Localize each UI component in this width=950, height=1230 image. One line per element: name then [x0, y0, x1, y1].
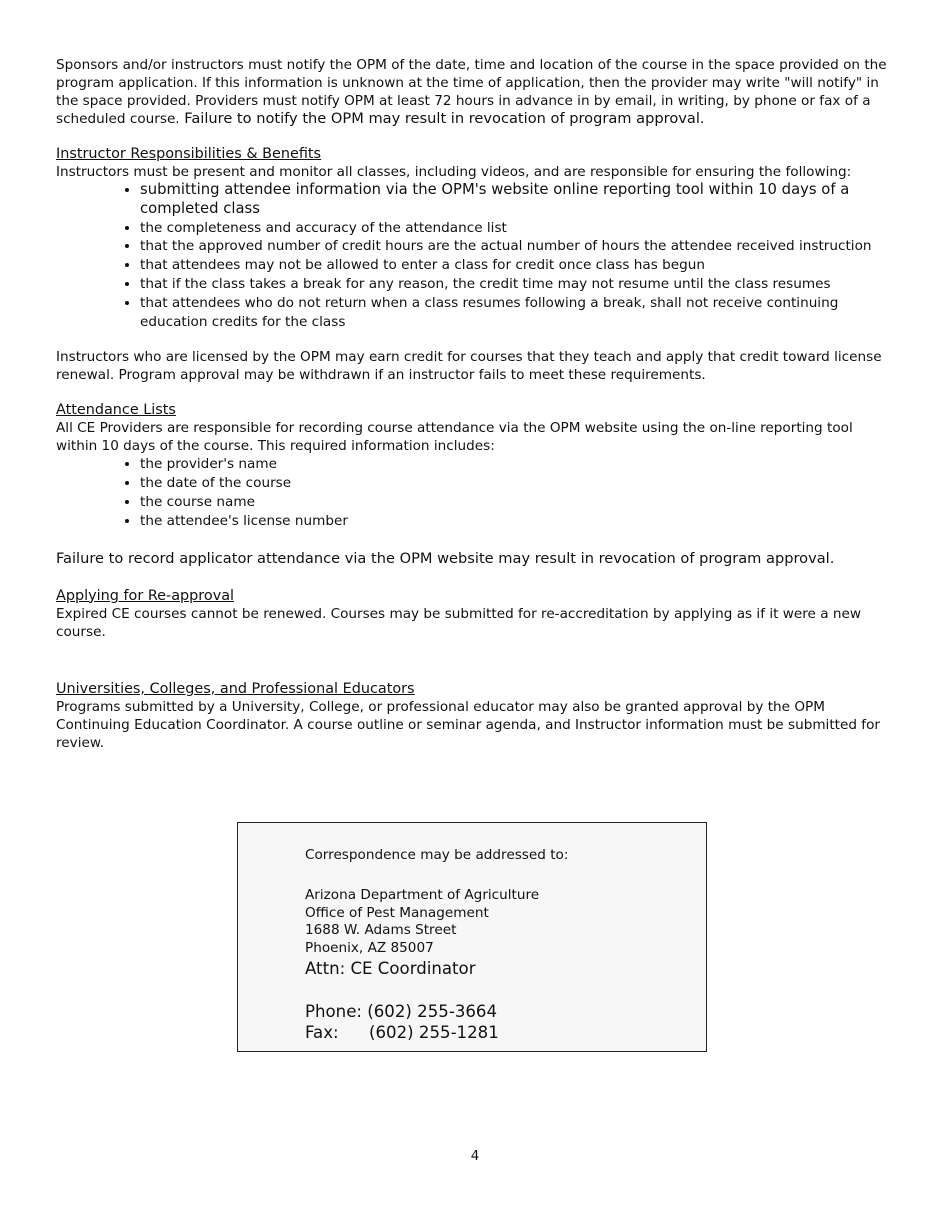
instructor-footer: Instructors who are licensed by the OPM may earn credit for courses that they teach and apply that credit toward license renewal. Program approval may be withdrawn if an instructor fails to meet these requirements.	[56, 349, 882, 384]
contact-street: 1688 W. Adams Street	[305, 922, 457, 939]
contact-fax	[305, 1022, 568, 1043]
contact-attn: Attn: CE Coordinator	[305, 958, 476, 978]
list-item: • the date of the course	[140, 474, 892, 493]
attendance-list	[56, 455, 892, 530]
intro-warning: Failure to notify the OPM may result in revocation of program approval.	[179, 110, 705, 127]
list-item: • submitting attendee information via the OPM's website online reporting tool within 10 days of a completed class	[140, 181, 892, 219]
list-item: • the completeness and accuracy of the attendance list	[140, 219, 892, 238]
fax-number: (602) 255-1281	[369, 1022, 499, 1042]
list-item: • that attendees may not be allowed to enter a class for credit once class has begun	[140, 256, 892, 275]
contact-box	[237, 822, 707, 1052]
attendance-warning: Failure to record applicator attendance via the OPM website may result in revocation of program approval.	[56, 549, 835, 567]
list-item: • the course name	[140, 493, 892, 512]
intro-text: Sponsors and/or instructors must notify the OPM of the date, time and location of the course in the space provided on the program application. If this information is unknown at the time of application, then the provider may write "will notify" in the space provided. Providers must notify OPM at least 72 hours in advance in by email, in writing, by phone or fax of a scheduled course.	[56, 57, 887, 127]
contact-intro: Correspondence may be addressed to:	[305, 847, 569, 863]
list-item: • that the approved number of credit hours are the actual number of hours the attendee received instruction	[140, 237, 892, 256]
contact-phone: Phone: (602) 255-3664	[305, 1001, 498, 1021]
list-item: • the attendee's license number	[140, 512, 892, 531]
intro-paragraph	[56, 56, 892, 128]
reapproval-heading: Applying for Re-approval	[56, 587, 235, 604]
attendance-heading: Attendance Lists	[56, 402, 176, 419]
universities-text: Programs submitted by a University, College, or professional educator may also be granted approval by the OPM Continuing Education Coordinator. A course outline or seminar agenda, and Instructor information must be submitted for review.	[56, 698, 881, 751]
contact-org: Arizona Department of Agriculture	[305, 886, 540, 903]
instructor-list	[56, 181, 892, 331]
contact-office: Office of Pest Management	[305, 904, 489, 921]
contact-city: Phoenix, AZ 85007	[305, 940, 434, 957]
list-item: • that if the class takes a break for any reason, the credit time may not resume until the class resumes	[140, 275, 892, 294]
instructor-lead: Instructors must be present and monitor all classes, including videos, and are responsible for ensuring the following:	[56, 164, 852, 180]
universities-heading: Universities, Colleges, and Professional Educators	[56, 680, 415, 697]
reapproval-text: Expired CE courses cannot be renewed. Courses may be submitted for re-accreditation by applying as if it were a new course.	[56, 605, 861, 640]
fax-label: Fax:	[305, 1022, 339, 1042]
instructor-heading: Instructor Responsibilities & Benefits	[56, 146, 322, 162]
document-body	[56, 56, 892, 752]
attendance-lead: All CE Providers are responsible for recording course attendance via the OPM website using the on-line reporting tool within 10 days of the course. This required information includes:	[56, 420, 853, 455]
list-item: • the provider's name	[140, 455, 892, 474]
page-number: 4	[470, 1149, 480, 1164]
list-item: • that attendees who do not return when a class resumes following a break, shall not receive continuing education credits for the class	[140, 294, 892, 332]
